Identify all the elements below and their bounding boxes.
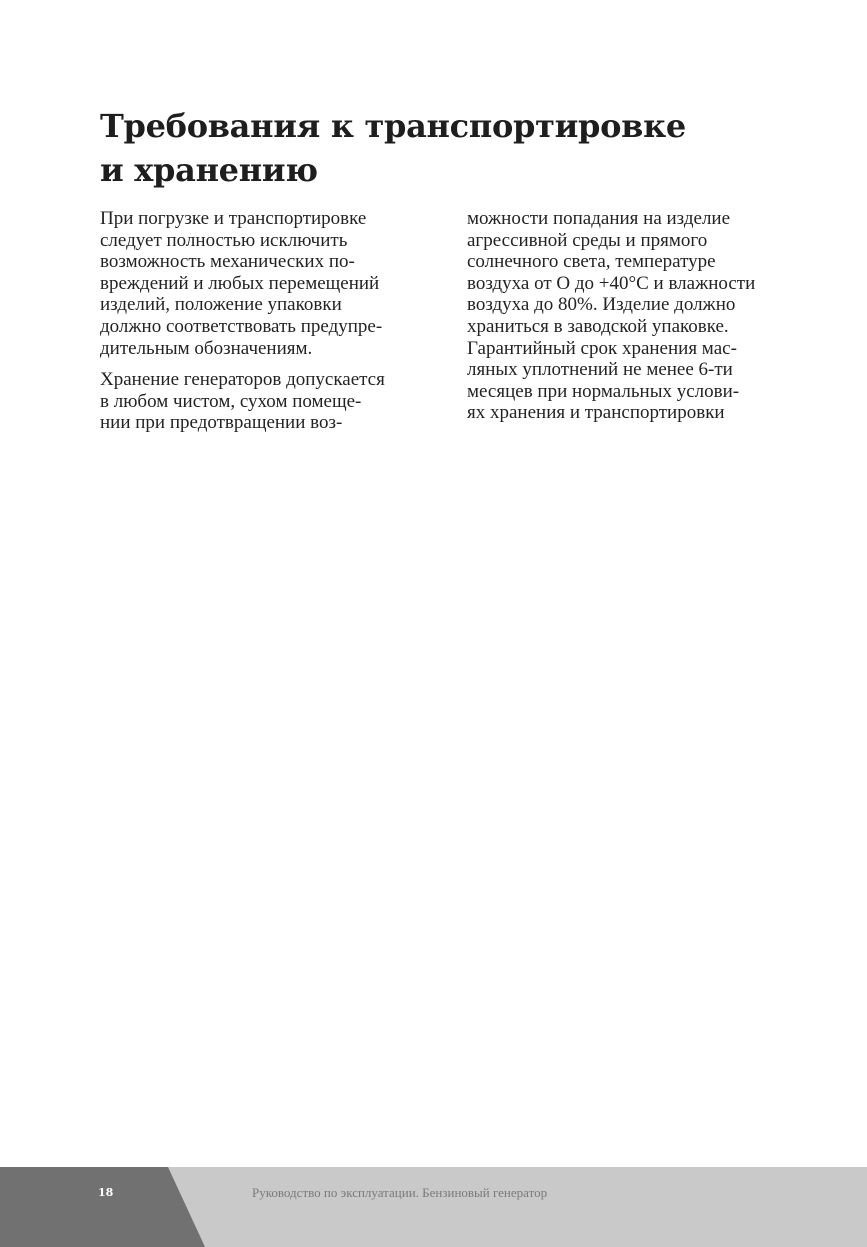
- text-line: воздуха от О до +40°С и влажности: [467, 272, 756, 294]
- text-line: в любом чистом, сухом помеще-: [100, 390, 362, 412]
- text-line: должно соответствовать предупре-: [100, 315, 383, 337]
- text-line: вреждений и любых перемещений: [100, 272, 380, 294]
- paragraph: [467, 208, 812, 424]
- footer-band-graphic: [0, 1167, 867, 1247]
- text-line: месяцев при нормальных услови-: [467, 380, 740, 402]
- text-line: ях хранения и транспортировки: [467, 402, 725, 424]
- text-line: воздуха до 80%. Изделие должно: [467, 294, 736, 316]
- text-line: При погрузке и транспортировке: [100, 208, 367, 229]
- right-text-column: [467, 208, 812, 434]
- text-line: ляных уплотнений не менее 6-ти: [467, 359, 733, 381]
- page-title: [100, 104, 800, 192]
- text-line: изделий, положение упаковки: [100, 294, 342, 316]
- page-number: 18: [98, 1186, 114, 1199]
- text-line: Хранение генераторов допускается: [100, 369, 385, 391]
- page-title-line: Требования к транспортировке: [100, 107, 686, 145]
- text-line: дительным обозначениям.: [100, 337, 313, 359]
- footer-caption: Руководство по эксплуатации. Бензиновый генератор: [252, 1185, 548, 1200]
- text-line: агрессивной среды и прямого: [467, 229, 708, 251]
- text-line: Гарантийный срок хранения мас-: [467, 337, 737, 359]
- text-line: солнечного света, температуре: [467, 251, 716, 273]
- page-title-line: и хранению: [100, 151, 318, 189]
- text-line: возможность механических по-: [100, 251, 355, 273]
- text-line: следует полностью исключить: [100, 229, 348, 251]
- text-line: нии при предотвращении воз-: [100, 412, 343, 434]
- text-line: храниться в заводской упаковке.: [467, 315, 729, 337]
- paragraph: [100, 369, 445, 434]
- paragraph: [100, 208, 445, 359]
- left-text-column: [100, 208, 445, 444]
- page-footer: [0, 1167, 867, 1247]
- text-line: можности попадания на изделие: [467, 208, 731, 229]
